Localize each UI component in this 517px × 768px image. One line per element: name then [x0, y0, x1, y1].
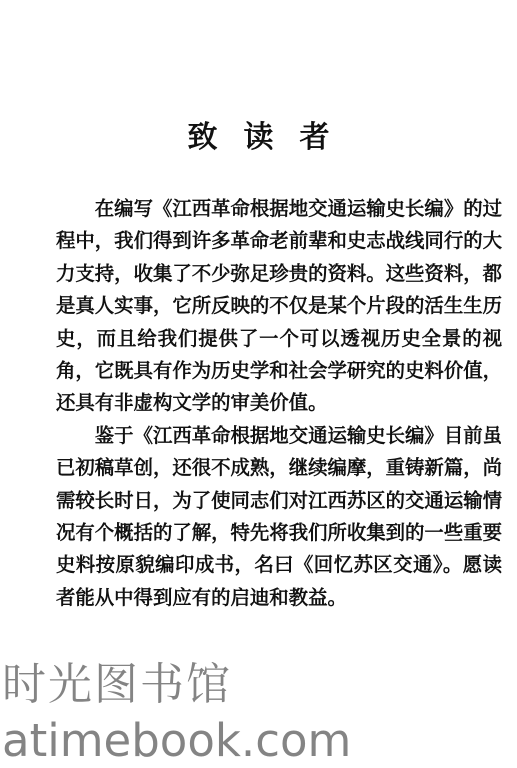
watermark-url: atimebook.com — [2, 714, 352, 767]
page-title: 致读者 — [187, 120, 356, 155]
paragraph-2: 鉴于《江西革命根据地交通运输史长编》目前虽已初稿草创，还很不成熟，继续编摩，重铸新篇，尚需较长时日，为了使同志们对江西苏区的交通运输情况有个概括的了解，特先将我们所收集到的一些重要史料按原貌编印成书，名曰《回忆苏区交通》。愿读者能从中得到应有的启迪和教益。 — [56, 423, 502, 609]
body-text — [56, 193, 502, 614]
watermark-chinese: 时光图书馆 — [2, 659, 232, 710]
paragraph-1: 在编写《江西革命根据地交通运输史长编》的过程中，我们得到许多革命老前辈和史志战线同行的大力支持，收集了不少弥足珍贵的资料。这些资料，都是真人实事，它所反映的不仅是某个片段的活生生历史，而且给我们提供了一个可以透视历史全景的视角，它既具有作为历史学和社会学研究的史料价值，还具有非虚构文学的审美价值。 — [56, 197, 502, 415]
